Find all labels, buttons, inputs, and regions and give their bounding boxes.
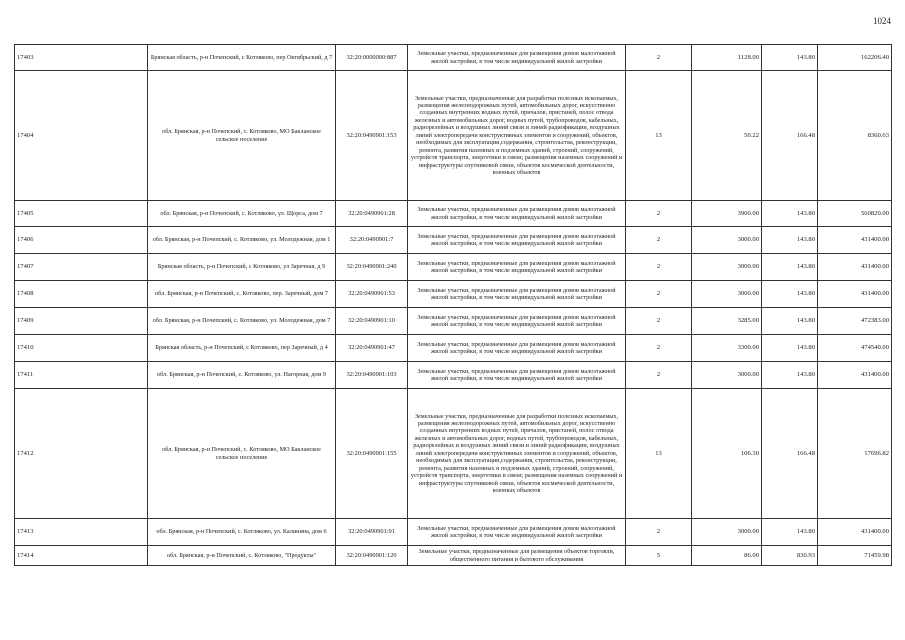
parcel-area: 3300.00 (692, 335, 762, 362)
cadastral-rate: 143.80 (762, 254, 818, 281)
parcel-id: 17407 (15, 254, 148, 281)
parcel-id: 17412 (15, 389, 148, 519)
table-row (15, 45, 892, 71)
parcel-address: обл. Брянская, р-н Почепский, с. Котляково, ул. Молодежная, дом 7 (148, 308, 336, 335)
cadastral-number: 32:20:0490901:103 (336, 362, 408, 389)
use-group: 2 (626, 281, 692, 308)
table-row (15, 389, 892, 519)
use-group: 2 (626, 227, 692, 254)
permitted-use: Земельные участки, предназначенные для размещения домов малоэтажной жилой застройки, в том числе индивидуальной жилой застройки (408, 281, 626, 308)
permitted-use: Земельные участки, предназначенные для размещения домов малоэтажной жилой застройки, в том числе индивидуальной жилой застройки (408, 254, 626, 281)
parcel-area: 3000.00 (692, 227, 762, 254)
cadastral-rate: 143.80 (762, 335, 818, 362)
cadastral-number: 32:20:0490901:7 (336, 227, 408, 254)
parcel-area: 3000.00 (692, 519, 762, 546)
parcel-address: обл. Брянская, р-н Почепский, с. Котляково, пер. Заречный, дом 7 (148, 281, 336, 308)
cadastral-number: 32:20:0490901:91 (336, 519, 408, 546)
parcel-id: 17408 (15, 281, 148, 308)
cadastral-number: 32:20:0490901:153 (336, 71, 408, 201)
permitted-use: Земельные участки, предназначенные для разработки полезных ископаемых, размещения железнодорожных путей, автомобильных дорог, искусственно созданных внутренних водных путей, причалов, пристаней, полос отвода железных и автомобильных дорог, водных путей, трубопроводов, кабельных, радиорелейных и воздушных линий связи и линий радиофикации, воздушных линий электропередачи конструктивных элементов и сооружений, объектов, необходимых для эксплуатации,содержания, строительства, реконструкции, ремонта, развития наземных и подземных зданий, строений, сооружений, устройств транспорта, энергетики и связи; размещения наземных сооружений и инфраструктуры спутниковой связи, объектов космической деятельности, военных объектов (408, 71, 626, 201)
parcel-address: обл. Брянская, р-н Почепский, с. Котляково, "Продукты" (148, 546, 336, 566)
cadastral-value: 431400.00 (818, 254, 892, 281)
cadastral-rate: 166.48 (762, 389, 818, 519)
table-row (15, 254, 892, 281)
cadastral-value: 431400.00 (818, 281, 892, 308)
cadastral-value: 560820.00 (818, 201, 892, 227)
permitted-use: Земельные участки, предназначенные для размещения домов малоэтажной жилой застройки, в том числе индивидуальной жилой застройки (408, 45, 626, 71)
cadastral-number: 32:20:0000000:887 (336, 45, 408, 71)
parcel-area: 50.22 (692, 71, 762, 201)
cadastral-rate: 143.80 (762, 201, 818, 227)
parcel-id: 17403 (15, 45, 148, 71)
page-number: 1024 (873, 16, 891, 26)
parcel-area: 3285.00 (692, 308, 762, 335)
cadastral-rate: 143.80 (762, 519, 818, 546)
table-row (15, 308, 892, 335)
cadastral-value: 17696.82 (818, 389, 892, 519)
table-row (15, 335, 892, 362)
parcel-address: обл. Брянская, р-н Почепский, с. Котляково, ул. Щорса, дом 7 (148, 201, 336, 227)
use-group: 2 (626, 254, 692, 281)
parcel-area: 1128.00 (692, 45, 762, 71)
use-group: 5 (626, 546, 692, 566)
cadastral-number: 32:20:0490901:47 (336, 335, 408, 362)
parcel-area: 86.00 (692, 546, 762, 566)
permitted-use: Земельные участки, предназначенные для размещения объектов торговли, общественного питания и бытового обслуживания (408, 546, 626, 566)
table-row (15, 281, 892, 308)
cadastral-value: 431400.00 (818, 519, 892, 546)
use-group: 2 (626, 308, 692, 335)
table-row (15, 71, 892, 201)
parcel-area: 3000.00 (692, 362, 762, 389)
cadastral-number: 32:20:0490901:240 (336, 254, 408, 281)
cadastral-value: 431400.00 (818, 227, 892, 254)
parcel-address: обл. Брянская, р-н Почепский, с. Котляково, МО Бакланское сельское поселение (148, 71, 336, 201)
cadastral-value: 71459.98 (818, 546, 892, 566)
cadastral-rate: 143.80 (762, 227, 818, 254)
table-row (15, 227, 892, 254)
cadastral-number: 32:20:0490901:155 (336, 389, 408, 519)
cadastral-value: 431400.00 (818, 362, 892, 389)
parcel-area: 106.30 (692, 389, 762, 519)
cadastral-number: 32:20:0490901:10 (336, 308, 408, 335)
parcel-area: 3000.00 (692, 281, 762, 308)
cadastral-value: 474540.00 (818, 335, 892, 362)
use-group: 2 (626, 362, 692, 389)
cadastral-rate: 830.93 (762, 546, 818, 566)
land-registry-table (14, 44, 892, 566)
parcel-id: 17406 (15, 227, 148, 254)
parcel-id: 17404 (15, 71, 148, 201)
parcel-area: 3900.00 (692, 201, 762, 227)
parcel-address: обл. Брянская, р-н Почепский, с. Котляково, ул. Нагорная, дом 9 (148, 362, 336, 389)
table-row (15, 546, 892, 566)
parcel-area: 3000.00 (692, 254, 762, 281)
table-row (15, 519, 892, 546)
parcel-address: обл. Брянская, р-н Почепский, с. Котляково, МО Бакланское сельское поселение (148, 389, 336, 519)
permitted-use: Земельные участки, предназначенные для разработки полезных ископаемых, размещения железнодорожных путей, автомобильных дорог, искусственно созданных внутренних водных путей, причалов, пристаней, полос отвода железных и автомобильных дорог, водных путей, трубопроводов, кабельных, радиорелейных и воздушных линий связи и линий радиофикации, воздушных линий электропередачи конструктивных элементов и сооружений, объектов, необходимых для эксплуатации,содержания, строительства, реконструкции, ремонта, развития наземных и подземных зданий, строений, сооружений, устройств транспорта, энергетики и связи; размещения наземных сооружений и инфраструктуры спутниковой связи, объектов космической деятельности, военных объектов (408, 389, 626, 519)
parcel-id: 17409 (15, 308, 148, 335)
use-group: 2 (626, 335, 692, 362)
parcel-id: 17411 (15, 362, 148, 389)
permitted-use: Земельные участки, предназначенные для размещения домов малоэтажной жилой застройки, в том числе индивидуальной жилой застройки (408, 335, 626, 362)
parcel-address: обл. Брянская, р-н Почепский, с. Котляково, ул. Молодежная, дом 1 (148, 227, 336, 254)
cadastral-rate: 143.80 (762, 362, 818, 389)
parcel-address: Брянская область, р-н Почепский, с Котляково, ул Заречная, д 9 (148, 254, 336, 281)
cadastral-rate: 143.80 (762, 308, 818, 335)
parcel-id: 17414 (15, 546, 148, 566)
cadastral-number: 32:20:0490901:120 (336, 546, 408, 566)
permitted-use: Земельные участки, предназначенные для размещения домов малоэтажной жилой застройки, в том числе индивидуальной жилой застройки (408, 362, 626, 389)
parcel-id: 17413 (15, 519, 148, 546)
parcel-address: Брянская область, р-н Почепский, с Котляково, пер Заречный, д 4 (148, 335, 336, 362)
cadastral-rate: 143.80 (762, 45, 818, 71)
permitted-use: Земельные участки, предназначенные для размещения домов малоэтажной жилой застройки, в том числе индивидуальной жилой застройки (408, 227, 626, 254)
table-row (15, 362, 892, 389)
cadastral-number: 32:20:0490901:28 (336, 201, 408, 227)
cadastral-value: 8360.63 (818, 71, 892, 201)
cadastral-value: 162206.40 (818, 45, 892, 71)
parcel-id: 17405 (15, 201, 148, 227)
use-group: 2 (626, 201, 692, 227)
parcel-address: обл. Брянская, р-н Почепский, с. Котляково, ул. Калинина, дом 6 (148, 519, 336, 546)
parcel-address: Брянская область, р-н Почепский, с Котляково, пер Октябрьский, д 7 (148, 45, 336, 71)
permitted-use: Земельные участки, предназначенные для размещения домов малоэтажной жилой застройки, в том числе индивидуальной жилой застройки (408, 519, 626, 546)
use-group: 2 (626, 45, 692, 71)
use-group: 2 (626, 519, 692, 546)
parcel-id: 17410 (15, 335, 148, 362)
cadastral-number: 32:20:0490901:53 (336, 281, 408, 308)
use-group: 13 (626, 389, 692, 519)
use-group: 13 (626, 71, 692, 201)
cadastral-value: 472383.00 (818, 308, 892, 335)
cadastral-rate: 143.80 (762, 281, 818, 308)
permitted-use: Земельные участки, предназначенные для размещения домов малоэтажной жилой застройки, в том числе индивидуальной жилой застройки (408, 308, 626, 335)
cadastral-rate: 166.48 (762, 71, 818, 201)
table-row (15, 201, 892, 227)
permitted-use: Земельные участки, предназначенные для размещения домов малоэтажной жилой застройки, в том числе индивидуальной жилой застройки (408, 201, 626, 227)
